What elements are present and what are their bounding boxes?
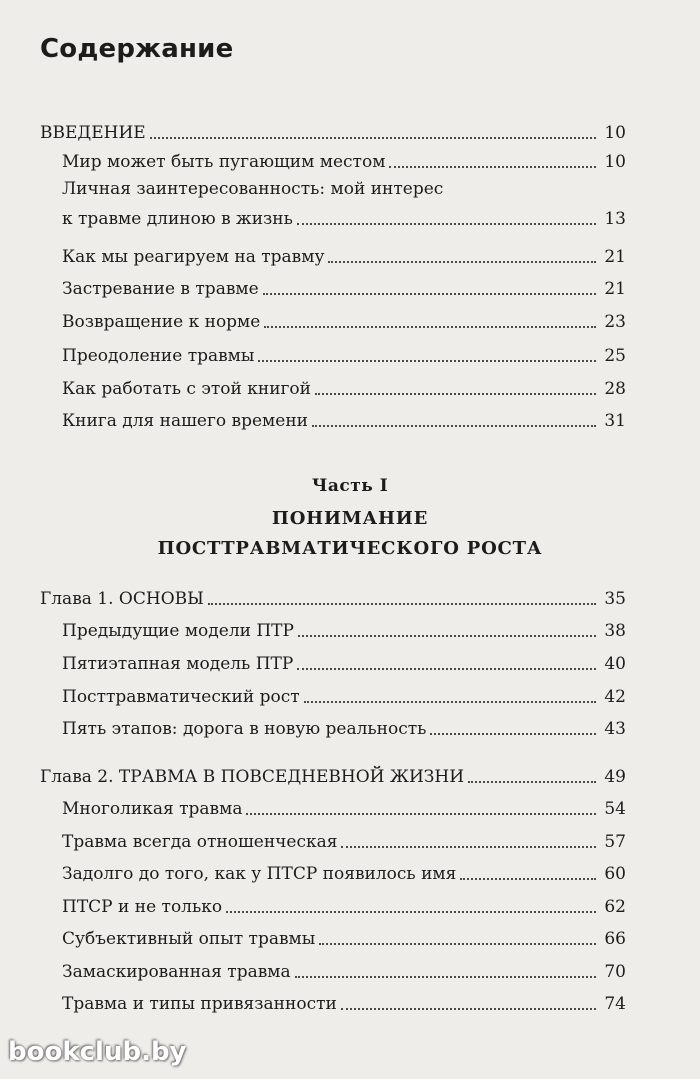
watermark: bookclub.by <box>8 1037 187 1067</box>
toc-entry-label: Задолго до того, как у ПТСР появилось имя <box>62 864 457 884</box>
toc-entry-label: Глава 2. ТРАВМА В ПОВСЕДНЕВНОЙ ЖИЗНИ <box>40 767 465 787</box>
leader-dots <box>341 1007 596 1010</box>
toc-entry-label: Посттравматический рост <box>62 687 300 707</box>
toc-entry-label: Преодоление травмы <box>62 346 255 366</box>
toc-entry-label: Застревание в травме <box>62 279 259 299</box>
toc-page-number: 35 <box>604 589 626 609</box>
toc-entry[interactable] <box>62 143 626 173</box>
leader-dots <box>258 359 596 362</box>
toc-page-number: 13 <box>604 209 626 229</box>
toc-entry-label: Мир может быть пугающим местом <box>62 152 386 172</box>
toc-page-number: 10 <box>604 123 626 143</box>
toc-entry-label: Книга для нашего времени <box>62 411 308 431</box>
toc-entry[interactable] <box>62 645 626 675</box>
toc-page-number: 10 <box>604 152 626 172</box>
part-number: Часть I <box>311 476 389 496</box>
leader-dots <box>297 667 596 670</box>
toc-entry-label: Предыдущие модели ПТР <box>62 621 294 641</box>
page-title: Содержание <box>40 34 234 64</box>
toc-entry[interactable] <box>62 823 626 853</box>
leader-dots <box>328 260 596 263</box>
toc-entry-label: Как работать с этой книгой <box>62 379 311 399</box>
toc-page-number: 62 <box>604 897 626 917</box>
toc-entry[interactable] <box>62 402 626 432</box>
toc-entry-label: Как мы реагируем на травму <box>62 247 325 267</box>
toc-page-number: 70 <box>604 962 626 982</box>
toc-entry[interactable] <box>62 678 626 708</box>
toc-page-number: 42 <box>604 687 626 707</box>
toc-entry-label: Субъективный опыт травмы <box>62 929 316 949</box>
toc-page-number: 28 <box>604 379 626 399</box>
leader-dots <box>315 392 596 395</box>
toc-entry-chapter-1[interactable] <box>40 580 626 610</box>
leader-dots <box>297 222 596 225</box>
toc-entry-label: Травма и типы привязанности <box>62 994 337 1014</box>
toc-entry[interactable] <box>62 790 626 820</box>
toc-entry[interactable] <box>62 985 626 1015</box>
leader-dots <box>295 975 596 978</box>
toc-page-number: 21 <box>604 279 626 299</box>
toc-entry[interactable] <box>62 238 626 268</box>
toc-entry-label: Замаскированная травма <box>62 962 291 982</box>
toc-page-number: 66 <box>604 929 626 949</box>
toc-entry-label: Многоликая травма <box>62 799 243 819</box>
toc-entry-label: Пятиэтапная модель ПТР <box>62 654 294 674</box>
toc-page-number: 57 <box>604 832 626 852</box>
toc-entry[interactable] <box>62 270 626 300</box>
toc-entry[interactable] <box>62 370 626 400</box>
toc-entry-label: ПТСР и не только <box>62 897 223 917</box>
leader-dots <box>246 812 596 815</box>
toc-page-number: 25 <box>604 346 626 366</box>
toc-page-number: 38 <box>604 621 626 641</box>
toc-page-number: 54 <box>604 799 626 819</box>
leader-dots <box>319 942 596 945</box>
leader-dots <box>150 136 596 139</box>
toc-page-number: 74 <box>604 994 626 1014</box>
toc-entry[interactable] <box>62 303 626 333</box>
leader-dots <box>312 424 596 427</box>
toc-entry-label-line1: Личная заинтересованность: мой интерес <box>62 179 444 199</box>
toc-entry-intro[interactable] <box>40 114 626 144</box>
toc-page-number: 49 <box>604 767 626 787</box>
leader-dots <box>208 602 596 605</box>
toc-entry[interactable] <box>62 612 626 642</box>
toc-entry[interactable] <box>62 200 626 230</box>
toc-page-number: 31 <box>604 411 626 431</box>
toc-entry[interactable] <box>62 337 626 367</box>
toc-entry[interactable] <box>62 920 626 950</box>
toc-page-number: 43 <box>604 719 626 739</box>
leader-dots <box>304 700 596 703</box>
toc-page-number: 60 <box>604 864 626 884</box>
leader-dots <box>298 634 596 637</box>
toc-entry-label: к травме длиною в жизнь <box>62 209 293 229</box>
leader-dots <box>389 165 596 168</box>
toc-entry-label: ВВЕДЕНИЕ <box>40 123 146 143</box>
toc-page-number: 23 <box>604 312 626 332</box>
toc-page-number: 21 <box>604 247 626 267</box>
toc-entry-label: Пять этапов: дорога в новую реальность <box>62 719 427 739</box>
toc-entry-label: Возвращение к норме <box>62 312 261 332</box>
toc-page-number: 40 <box>604 654 626 674</box>
toc-entry-label: Травма всегда отношенческая <box>62 832 338 852</box>
leader-dots <box>264 325 596 328</box>
toc-entry-chapter-2[interactable] <box>40 758 626 788</box>
leader-dots <box>263 292 596 295</box>
toc-entry[interactable] <box>62 855 626 885</box>
toc-entry[interactable] <box>62 953 626 983</box>
leader-dots <box>430 732 596 735</box>
leader-dots <box>460 877 596 880</box>
part-title-line2: ПОСТТРАВМАТИЧЕСКОГО РОСТА <box>157 538 543 559</box>
leader-dots <box>226 910 596 913</box>
leader-dots <box>468 780 596 783</box>
toc-entry[interactable] <box>62 888 626 918</box>
toc-entry[interactable] <box>62 710 626 740</box>
toc-entry-label: Глава 1. ОСНОВЫ <box>40 589 204 609</box>
leader-dots <box>341 845 596 848</box>
part-title-line1: ПОНИМАНИЕ <box>271 508 429 529</box>
